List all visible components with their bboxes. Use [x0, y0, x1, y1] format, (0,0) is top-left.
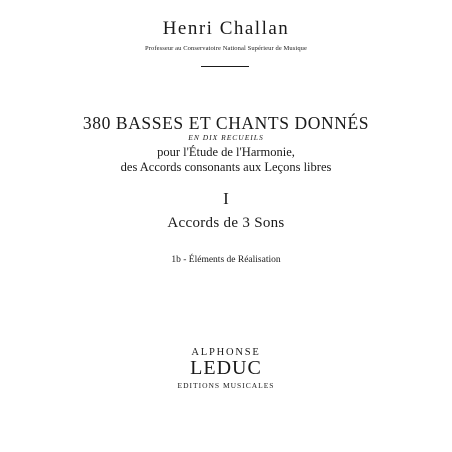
- subtitle-line-1: pour l'Étude de l'Harmonie,: [157, 145, 295, 159]
- title-note: EN DIX RECUEILS: [188, 133, 264, 142]
- publisher-brand: LEDUC: [190, 357, 262, 379]
- volume-title: Accords de 3 Sons: [167, 215, 285, 231]
- volume-number: I: [223, 189, 229, 208]
- divider-rule: [201, 66, 249, 67]
- author-position: Professeur au Conservatoire National Supérieur de Musique: [144, 45, 308, 52]
- subtitle-line-2: des Accords consonants aux Leçons libres: [120, 160, 332, 174]
- publisher-imprint: EDITIONS MUSICALES: [177, 381, 275, 390]
- part-title: 1b - Éléments de Réalisation: [171, 255, 281, 265]
- publisher-first-name: ALPHONSE: [191, 347, 261, 358]
- book-title: 380 BASSES ET CHANTS DONNÉS: [82, 113, 370, 133]
- author-name: Henri Challan: [162, 18, 290, 39]
